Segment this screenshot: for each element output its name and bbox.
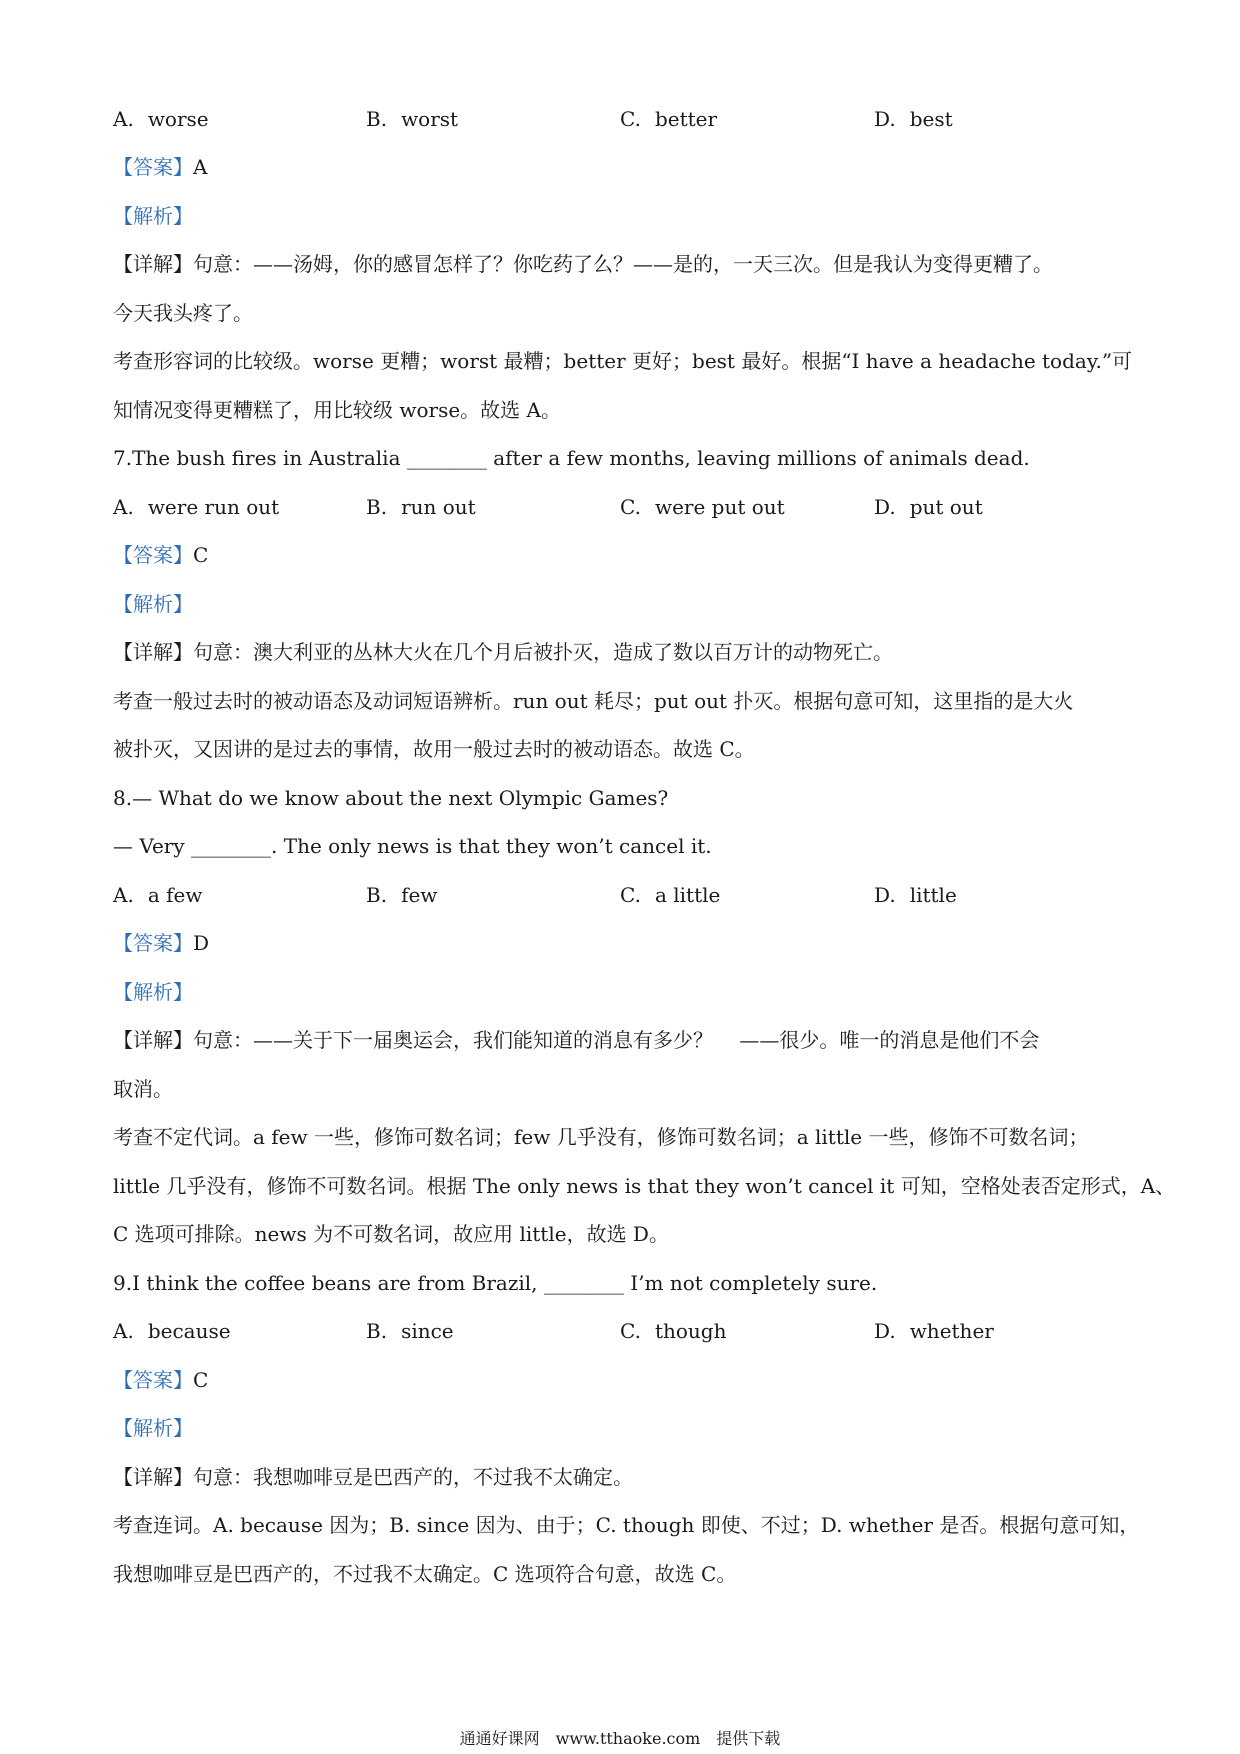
option-text: a little [654,883,721,907]
option-text: were run out [147,495,280,519]
q8-detail-line-2: 取消。 [113,1077,173,1101]
option-text: put out [909,495,983,519]
page-footer: 通通好课网 www.tthaoke.com 提供下载 [459,1729,781,1748]
answer-value: C [193,1368,209,1392]
option-letter: B. [366,1319,388,1343]
q9-analysis-label: 【解析】 [113,1416,193,1440]
q8-answer [113,929,1133,957]
q8-detail-line-1 [113,1026,1133,1054]
answer-label: 【答案】 [113,1368,193,1392]
option-letter: A. [113,883,134,907]
detail-text: 句意：我想咖啡豆是巴西产的，不过我不太确定。 [193,1465,633,1489]
q7-option-a [113,493,279,521]
option-letter: D. [874,107,896,131]
q8-option-d [874,881,957,909]
q6-explain-line-1: 考查形容词的比较级。worse 更糟；worst 最糟；better 更好；best 最好。根据“I have a headache today.”可 [113,349,1133,373]
q9-option-b [366,1317,454,1345]
answer-value: D [193,931,210,955]
q7-question: 7.The bush fires in Australia ________ after a few months, leaving millions of animals dead. [113,446,1030,470]
q7-option-d [874,493,983,521]
q7-option-b [366,493,476,521]
q9-option-c [620,1317,726,1345]
q6-option-b [366,105,458,133]
option-letter: D. [874,1319,896,1343]
detail-text: 句意：——关于下一届奥运会，我们能知道的消息有多少？ ——很少。唯一的消息是他们不会 [193,1028,1040,1052]
answer-value: A [193,155,208,179]
option-letter: D. [874,495,896,519]
option-letter: A. [113,495,134,519]
q7-option-c [620,493,785,521]
detail-text: 句意：澳大利亚的丛林大火在几个月后被扑灭，造成了数以百万计的动物死亡。 [193,640,893,664]
option-letter: A. [113,1319,134,1343]
option-text: were put out [654,495,785,519]
option-letter: B. [366,107,388,131]
q8-explain-line-1: 考查不定代词。a few 一些，修饰可数名词；few 几乎没有，修饰可数名词；a little 一些，修饰不可数名词； [113,1125,1089,1149]
q7-detail-line-1 [113,638,1133,666]
q7-analysis-label: 【解析】 [113,592,193,616]
option-letter: C. [620,107,641,131]
q9-detail-line-1 [113,1463,1133,1491]
q8-explain-line-2: little 几乎没有，修饰不可数名词。根据 The only news is that they won’t cancel it 可知，空格处表否定形式，A、 [113,1174,1176,1198]
option-text: worst [401,107,459,131]
detail-label: 【详解】 [113,1028,193,1052]
answer-label: 【答案】 [113,543,193,567]
option-letter: B. [366,495,388,519]
q9-question: 9.I think the coffee beans are from Brazil, ________ I’m not completely sure. [113,1271,878,1295]
option-text: though [654,1319,727,1343]
q7-explain-line-2: 被扑灭，又因讲的是过去的事情，故用一般过去时的被动语态。故选 C。 [113,737,755,761]
option-text: whether [909,1319,994,1343]
q6-detail-line-1 [113,250,1133,278]
q8-option-b [366,881,437,909]
q6-answer [113,153,1133,181]
option-text: run out [401,495,476,519]
q6-option-c [620,105,717,133]
option-text: few [401,883,438,907]
option-letter: B. [366,883,388,907]
detail-label: 【详解】 [113,640,193,664]
q8-option-c [620,881,720,909]
option-text: best [909,107,953,131]
q6-option-d [874,105,953,133]
option-letter: A. [113,107,134,131]
q8-explain-line-3: C 选项可排除。news 为不可数名词，故应用 little，故选 D。 [113,1222,669,1246]
option-text: a few [147,883,203,907]
answer-label: 【答案】 [113,155,193,179]
detail-label: 【详解】 [113,252,193,276]
q9-option-a [113,1317,231,1345]
option-letter: C. [620,883,641,907]
option-text: little [909,883,957,907]
q7-answer [113,541,1133,569]
q9-explain-line-2: 我想咖啡豆是巴西产的，不过我不太确定。C 选项符合句意，故选 C。 [113,1562,737,1586]
detail-label: 【详解】 [113,1465,193,1489]
q8-analysis-label: 【解析】 [113,980,193,1004]
option-text: because [147,1319,231,1343]
q6-explain-line-2: 知情况变得更糟糕了，用比较级 worse。故选 A。 [113,398,561,422]
option-text: worse [147,107,209,131]
q9-explain-line-1: 考查连词。A. because 因为；B. since 因为、由于；C. though 即使、不过；D. whether 是否。根据句意可知， [113,1513,1140,1537]
q6-analysis-label: 【解析】 [113,204,193,228]
option-letter: C. [620,1319,641,1343]
q9-answer [113,1366,1133,1394]
answer-value: C [193,543,209,567]
option-text: better [654,107,718,131]
option-text: since [401,1319,454,1343]
detail-text: 句意：——汤姆，你的感冒怎样了？你吃药了么？——是的，一天三次。但是我认为变得更糟了。 [193,252,1053,276]
q6-detail-line-2: 今天我头疼了。 [113,301,253,325]
q8-question-line-1: 8.— What do we know about the next Olympic Games? [113,786,669,810]
q9-option-d [874,1317,994,1345]
q8-option-a [113,881,202,909]
answer-label: 【答案】 [113,931,193,955]
option-letter: C. [620,495,641,519]
q6-option-a [113,105,209,133]
q8-question-line-2: — Very ________. The only news is that they won’t cancel it. [113,834,712,858]
option-letter: D. [874,883,896,907]
q7-explain-line-1: 考查一般过去时的被动语态及动词短语辨析。run out 耗尽；put out 扑灭。根据句意可知，这里指的是大火 [113,689,1074,713]
